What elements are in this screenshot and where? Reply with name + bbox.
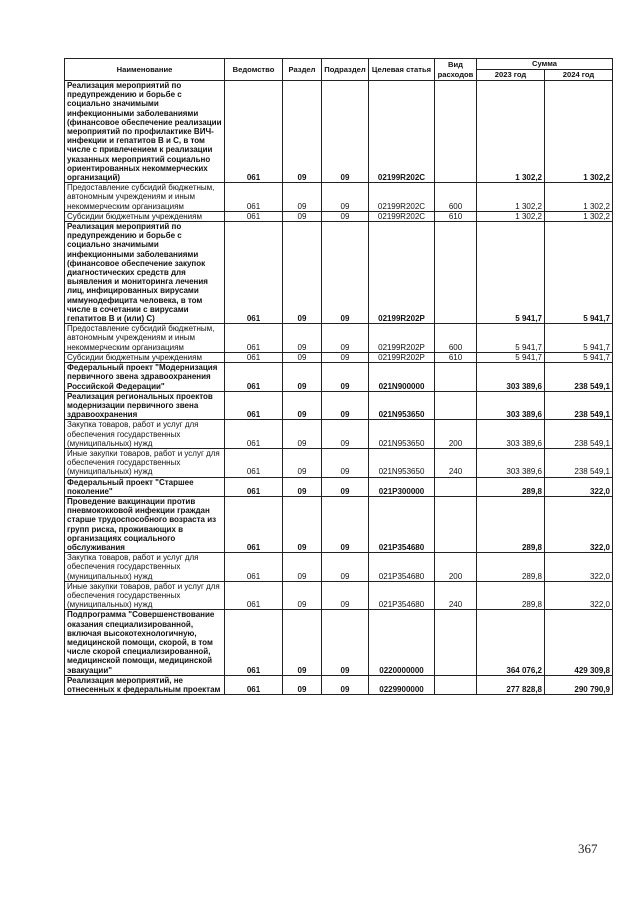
row-section: 09 [283, 448, 322, 477]
row-dept: 061 [225, 496, 283, 552]
row-dept: 061 [225, 324, 283, 353]
row-section: 09 [283, 553, 322, 582]
row-target: 02199R202P [369, 324, 435, 353]
row-target: 02199R202C [369, 211, 435, 221]
row-sum-2024: 1 302,2 [545, 81, 613, 183]
row-sum-2024: 5 941,7 [545, 352, 613, 362]
row-name: Реализация мероприятий по предупреждению и борьбе с социально значимыми инфекционными заболеваниями (финансовое обеспечение реализации мероприятий по профилактике ВИЧ- инфекции и гепатитов B и C, в том числе с привлечением к реализации указанных мероприятий социально ориентированных некоммерческих организаций) [65, 81, 225, 183]
row-exp-type: 600 [435, 324, 477, 353]
row-sum-2023: 289,8 [477, 581, 545, 610]
row-name: Подпрограмма "Совершенствование оказания специализированной, включая высокотехнологичную, медицинской помощи, скорой, в том числе скорой специализированной, медицинской помощи, медицинской эвакуации" [65, 610, 225, 675]
row-target: 0229900000 [369, 675, 435, 694]
row-name: Предоставление субсидий бюджетным, автономным учреждениям и иным некоммерческим организациям [65, 324, 225, 353]
row-subsection: 09 [322, 183, 369, 212]
row-subsection: 09 [322, 211, 369, 221]
row-section: 09 [283, 391, 322, 420]
row-subsection: 09 [322, 81, 369, 183]
budget-table [64, 58, 613, 695]
row-section: 09 [283, 610, 322, 675]
table-row [65, 81, 613, 183]
row-exp-type: 610 [435, 211, 477, 221]
table-row [65, 581, 613, 610]
row-sum-2023: 289,8 [477, 496, 545, 552]
row-target: 021P354680 [369, 496, 435, 552]
row-exp-type [435, 81, 477, 183]
row-sum-2024: 238 549,1 [545, 420, 613, 449]
row-target: 021N900000 [369, 363, 435, 392]
header-target: Целевая статья [369, 59, 435, 81]
row-dept: 061 [225, 183, 283, 212]
table-row [65, 183, 613, 212]
table-row [65, 211, 613, 221]
row-sum-2023: 5 941,7 [477, 352, 545, 362]
row-target: 021N953650 [369, 448, 435, 477]
row-name: Субсидии бюджетным учреждениям [65, 352, 225, 362]
row-exp-type: 200 [435, 420, 477, 449]
row-target: 021P354680 [369, 581, 435, 610]
row-name: Проведение вакцинации против пневмококковой инфекции граждан старше трудоспособного возраста из групп риска, проживающих в организациях социального обслуживания [65, 496, 225, 552]
row-subsection: 09 [322, 352, 369, 362]
row-sum-2023: 364 076,2 [477, 610, 545, 675]
row-name: Федеральный проект "Старшее поколение" [65, 477, 225, 496]
row-section: 09 [283, 420, 322, 449]
row-subsection: 09 [322, 553, 369, 582]
row-sum-2024: 322,0 [545, 581, 613, 610]
row-sum-2024: 1 302,2 [545, 183, 613, 212]
row-sum-2023: 1 302,2 [477, 211, 545, 221]
row-section: 09 [283, 183, 322, 212]
table-row [65, 448, 613, 477]
row-section: 09 [283, 675, 322, 694]
row-sum-2024: 5 941,7 [545, 222, 613, 324]
row-dept: 061 [225, 352, 283, 362]
row-sum-2024: 238 549,1 [545, 363, 613, 392]
table-row [65, 352, 613, 362]
table-body [65, 81, 613, 695]
row-dept: 061 [225, 448, 283, 477]
row-sum-2024: 1 302,2 [545, 211, 613, 221]
row-sum-2023: 1 302,2 [477, 81, 545, 183]
row-section: 09 [283, 477, 322, 496]
row-target: 021P300000 [369, 477, 435, 496]
row-section: 09 [283, 81, 322, 183]
row-name: Федеральный проект "Модернизация первичного звена здравоохранения Российской Федерации" [65, 363, 225, 392]
header-subsection: Подраздел [322, 59, 369, 81]
row-exp-type [435, 222, 477, 324]
row-exp-type [435, 496, 477, 552]
row-subsection: 09 [322, 222, 369, 324]
row-sum-2023: 289,8 [477, 477, 545, 496]
row-exp-type [435, 391, 477, 420]
row-subsection: 09 [322, 420, 369, 449]
row-subsection: 09 [322, 391, 369, 420]
budget-table-container [64, 58, 612, 695]
row-sum-2023: 289,8 [477, 553, 545, 582]
table-row [65, 420, 613, 449]
row-subsection: 09 [322, 324, 369, 353]
table-row [65, 496, 613, 552]
table-row [65, 363, 613, 392]
row-subsection: 09 [322, 675, 369, 694]
row-subsection: 09 [322, 581, 369, 610]
row-section: 09 [283, 363, 322, 392]
row-name: Реализация региональных проектов модернизации первичного звена здравоохранения [65, 391, 225, 420]
row-exp-type [435, 363, 477, 392]
row-dept: 061 [225, 211, 283, 221]
row-name: Реализация мероприятий по предупреждению и борьбе с социально значимыми инфекционными заболеваниями (финансовое обеспечение закупок диагностических средств для выявления и мониторинга лечения лиц, инфицированных вирусами иммунодефицита человека, в том числе в сочетании с вирусами гепатитов B и (или) C) [65, 222, 225, 324]
page-number: 367 [578, 841, 598, 856]
row-name: Реализация мероприятий, не отнесенных к федеральным проектам [65, 675, 225, 694]
row-sum-2024: 5 941,7 [545, 324, 613, 353]
row-exp-type: 240 [435, 448, 477, 477]
row-dept: 061 [225, 675, 283, 694]
row-sum-2023: 303 389,6 [477, 363, 545, 392]
row-subsection: 09 [322, 363, 369, 392]
row-subsection: 09 [322, 448, 369, 477]
row-dept: 061 [225, 420, 283, 449]
row-subsection: 09 [322, 610, 369, 675]
row-section: 09 [283, 496, 322, 552]
header-section: Раздел [283, 59, 322, 81]
header-sum: Сумма [477, 59, 613, 70]
row-section: 09 [283, 222, 322, 324]
row-dept: 061 [225, 581, 283, 610]
row-exp-type: 600 [435, 183, 477, 212]
table-row [65, 324, 613, 353]
row-exp-type [435, 477, 477, 496]
row-name: Иные закупки товаров, работ и услуг для обеспечения государственных (муниципальных) нужд [65, 448, 225, 477]
row-sum-2024: 322,0 [545, 553, 613, 582]
row-exp-type [435, 610, 477, 675]
row-section: 09 [283, 352, 322, 362]
row-sum-2024: 238 549,1 [545, 391, 613, 420]
row-section: 09 [283, 211, 322, 221]
row-dept: 061 [225, 363, 283, 392]
row-dept: 061 [225, 222, 283, 324]
row-target: 021P354680 [369, 553, 435, 582]
row-target: 02199R202P [369, 352, 435, 362]
row-subsection: 09 [322, 496, 369, 552]
row-sum-2023: 5 941,7 [477, 324, 545, 353]
row-sum-2024: 238 549,1 [545, 448, 613, 477]
row-name: Иные закупки товаров, работ и услуг для обеспечения государственных (муниципальных) нужд [65, 581, 225, 610]
row-exp-type [435, 675, 477, 694]
row-section: 09 [283, 581, 322, 610]
row-name: Субсидии бюджетным учреждениям [65, 211, 225, 221]
row-name: Закупка товаров, работ и услуг для обеспечения государственных (муниципальных) нужд [65, 420, 225, 449]
header-2023: 2023 год [477, 70, 545, 81]
row-sum-2023: 303 389,6 [477, 448, 545, 477]
table-row [65, 675, 613, 694]
row-sum-2023: 1 302,2 [477, 183, 545, 212]
table-row [65, 391, 613, 420]
row-exp-type: 240 [435, 581, 477, 610]
row-target: 0220000000 [369, 610, 435, 675]
row-sum-2024: 322,0 [545, 496, 613, 552]
row-sum-2024: 322,0 [545, 477, 613, 496]
row-exp-type: 610 [435, 352, 477, 362]
header-dept: Ведомство [225, 59, 283, 81]
table-row [65, 553, 613, 582]
row-subsection: 09 [322, 477, 369, 496]
table-row [65, 610, 613, 675]
row-sum-2023: 303 389,6 [477, 420, 545, 449]
header-2024: 2024 год [545, 70, 613, 81]
row-dept: 061 [225, 610, 283, 675]
header-name: Наименование [65, 59, 225, 81]
row-target: 02199R202P [369, 222, 435, 324]
row-name: Предоставление субсидий бюджетным, автономным учреждениям и иным некоммерческим организациям [65, 183, 225, 212]
row-sum-2024: 290 790,9 [545, 675, 613, 694]
row-sum-2023: 5 941,7 [477, 222, 545, 324]
header-exp-type: Вид расходов [435, 59, 477, 81]
row-dept: 061 [225, 553, 283, 582]
row-sum-2023: 277 828,8 [477, 675, 545, 694]
row-exp-type: 200 [435, 553, 477, 582]
row-dept: 061 [225, 477, 283, 496]
row-target: 02199R202C [369, 183, 435, 212]
row-section: 09 [283, 324, 322, 353]
table-row [65, 222, 613, 324]
row-dept: 061 [225, 81, 283, 183]
row-dept: 061 [225, 391, 283, 420]
table-row [65, 477, 613, 496]
row-sum-2023: 303 389,6 [477, 391, 545, 420]
row-sum-2024: 429 309,8 [545, 610, 613, 675]
row-name: Закупка товаров, работ и услуг для обеспечения государственных (муниципальных) нужд [65, 553, 225, 582]
row-target: 02199R202C [369, 81, 435, 183]
row-target: 021N953650 [369, 391, 435, 420]
row-target: 021N953650 [369, 420, 435, 449]
